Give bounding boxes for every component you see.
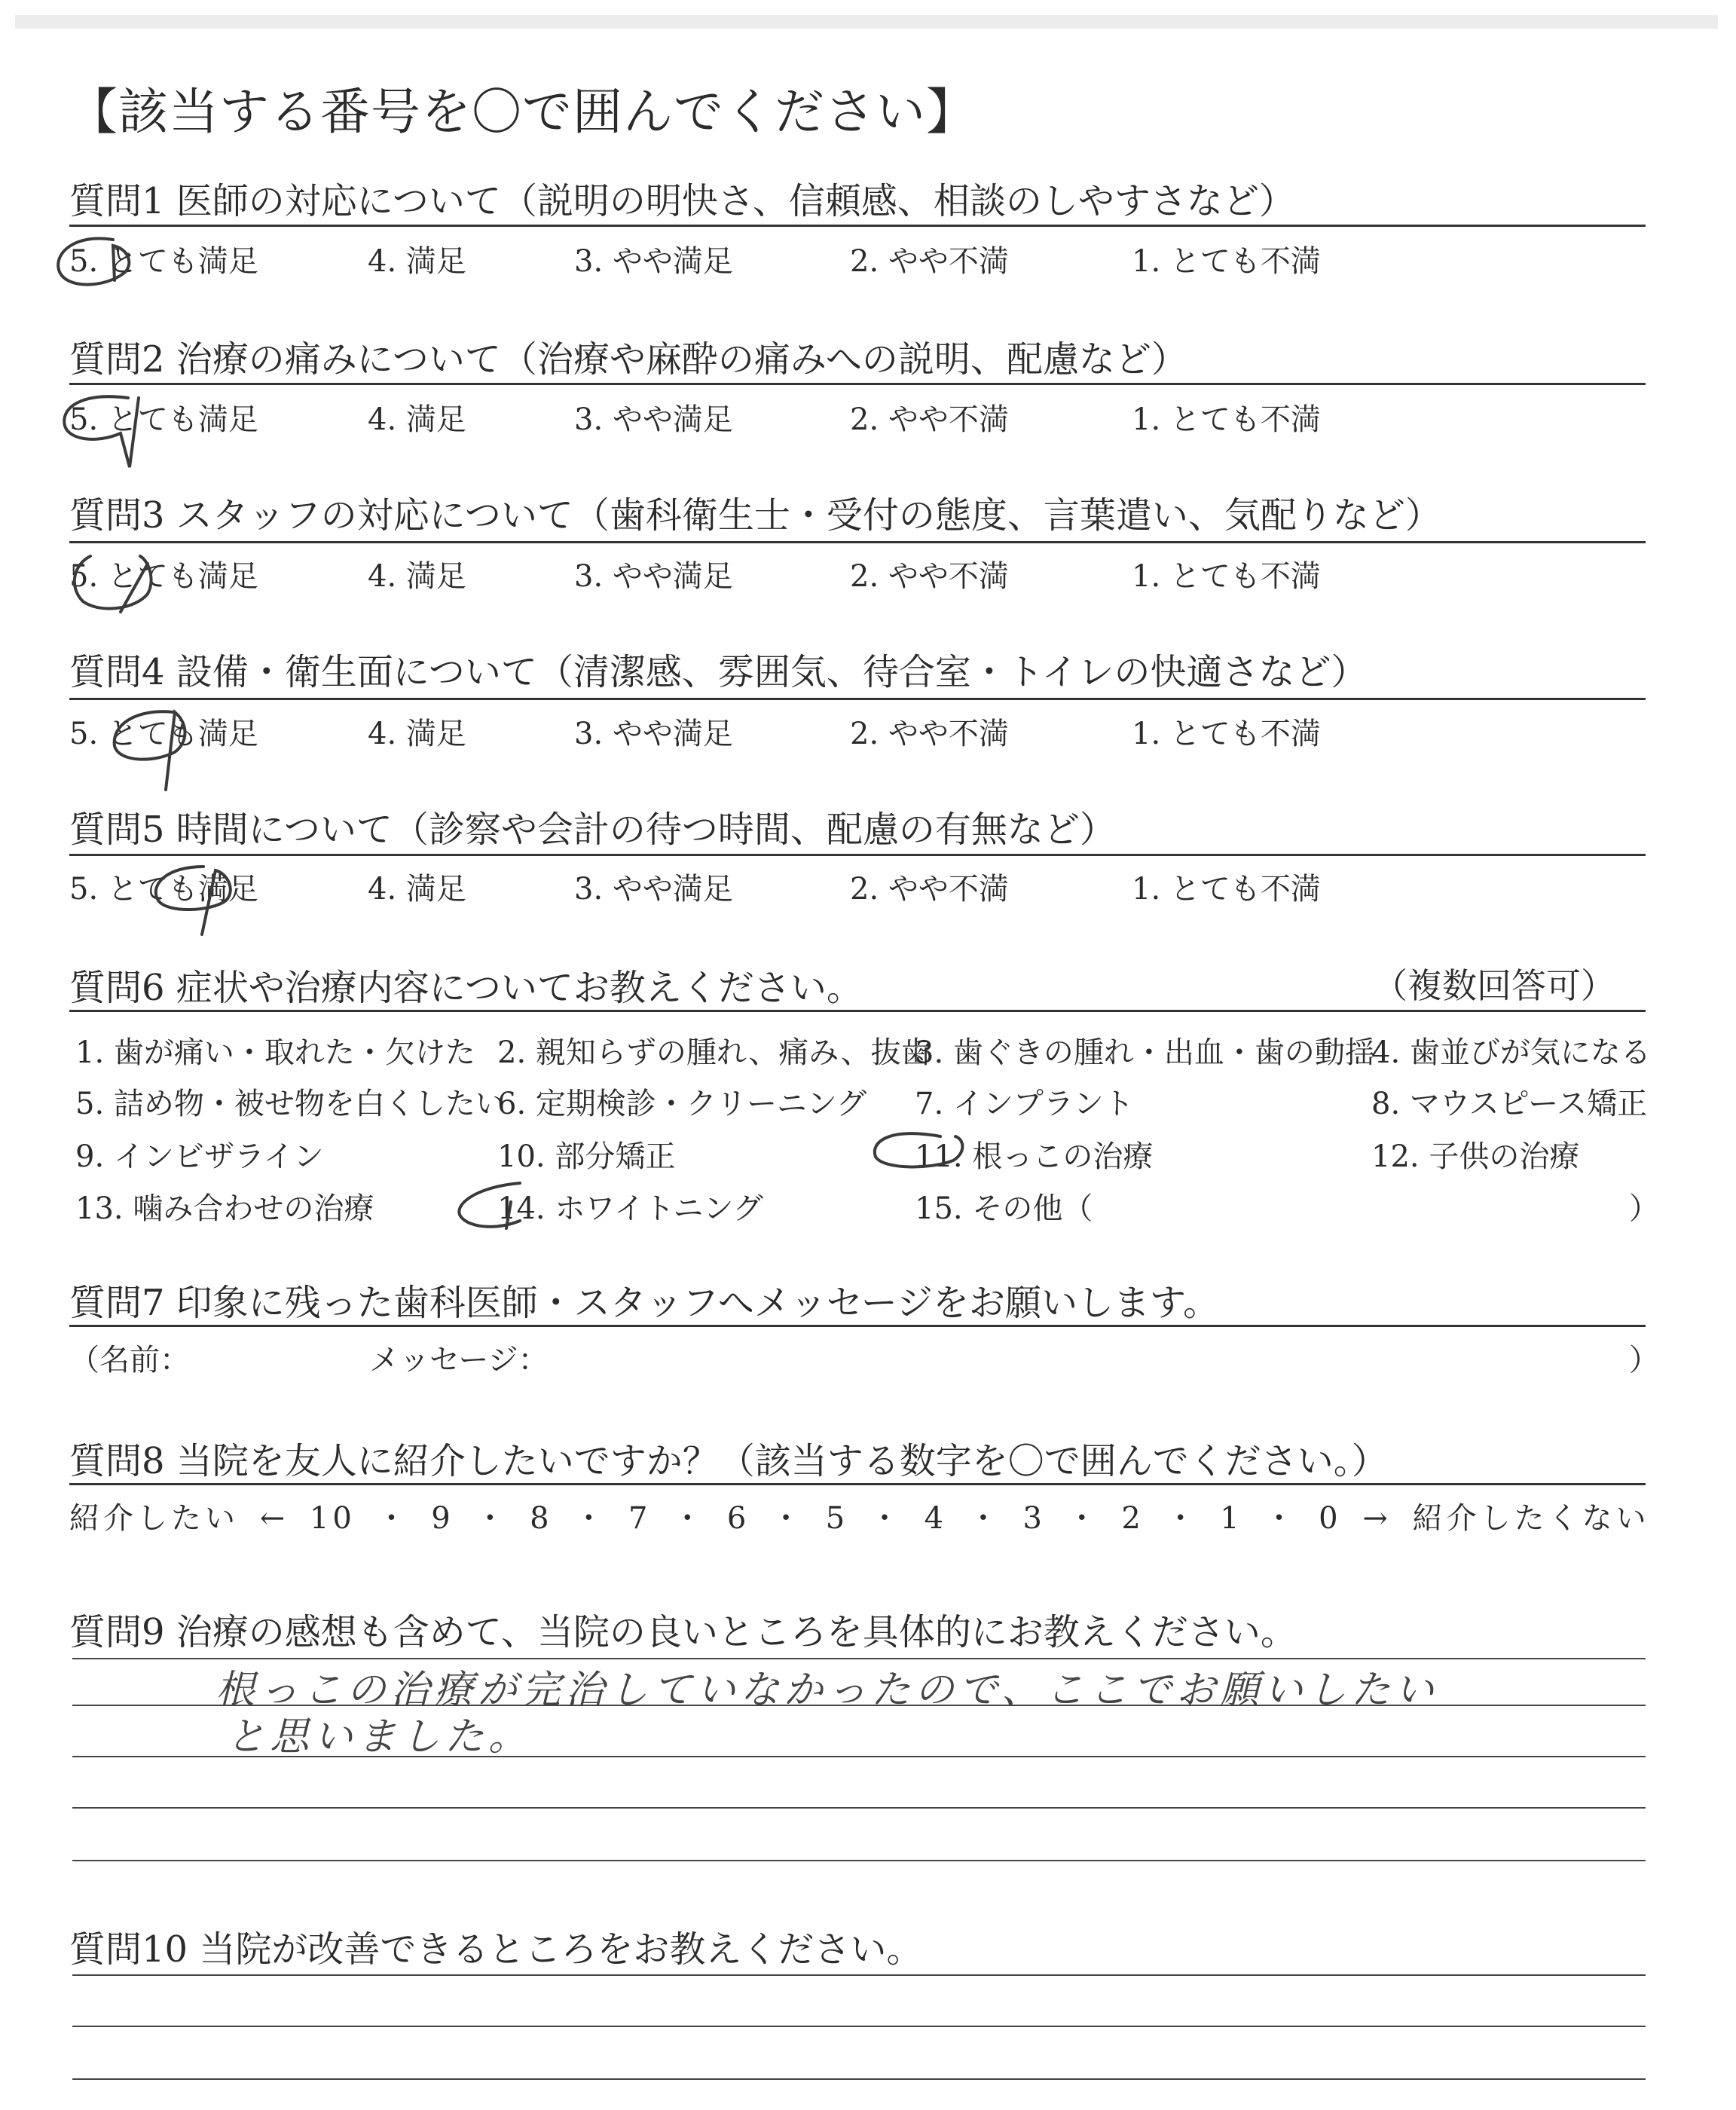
message-label: メッセージ： [369, 1343, 549, 1378]
option-somewhat-dissatisfied[interactable]: 2. やや不満 [850, 872, 1009, 907]
option-very-dissatisfied[interactable]: 1. とても不満 [1132, 402, 1321, 437]
symptom-option[interactable]: 5. 詰め物・被せ物を白くしたい [75, 1087, 506, 1121]
option-very-satisfied[interactable]: 5. とても満足 [69, 559, 258, 594]
option-somewhat-satisfied[interactable]: 3. やや満足 [574, 402, 733, 437]
symptom-option[interactable]: 8. マウスピース矯正 [1371, 1087, 1648, 1121]
option-satisfied[interactable]: 4. 満足 [368, 717, 466, 751]
message-close-paren: ） [1629, 1343, 1659, 1378]
option-very-satisfied[interactable]: 5. とても満足 [69, 872, 258, 907]
question-8-label: 質問8 当院を友人に紹介したいですか？（該当する数字を〇で囲んでください。） [69, 1440, 1388, 1482]
option-somewhat-satisfied[interactable]: 3. やや満足 [574, 872, 733, 907]
question-4-label: 質問4 設備・衛生面について（清潔感、雰囲気、待合室・トイレの快適さなど） [69, 651, 1368, 693]
symptom-option[interactable]: 2. 親知らずの腫れ、痛み、抜歯 [497, 1035, 931, 1070]
option-very-dissatisfied[interactable]: 1. とても不満 [1132, 717, 1321, 751]
question-5-label: 質問5 時間について（診察や会計の待つ時間、配慮の有無など） [69, 809, 1116, 851]
question-7-label: 質問7 印象に残った歯科医師・スタッフへメッセージをお願いします。 [69, 1282, 1220, 1324]
option-somewhat-dissatisfied[interactable]: 2. やや不満 [850, 244, 1009, 279]
question-3-label: 質問3 スタッフの対応について（歯科衛生士・受付の態度、言葉遣い、気配りなど） [69, 494, 1441, 537]
recommend-scale[interactable]: 紹介したい ← 10 ・ 9 ・ 8 ・ 7 ・ 6 ・ 5 ・ 4 ・ 3 ・ 2 ・ 1 ・ 0 → 紹介したくない [69, 1501, 1650, 1536]
symptom-option[interactable]: 7. インプラント [915, 1087, 1134, 1121]
symptom-option[interactable]: 12. 子供の治療 [1371, 1139, 1580, 1174]
symptom-option[interactable]: 13. 噛み合わせの治療 [75, 1191, 374, 1226]
symptom-option[interactable]: 11. 根っこの治療 [915, 1139, 1154, 1174]
circle-mark-q3 [75, 556, 151, 612]
multiple-answers-note: （複数回答可） [1373, 965, 1615, 1006]
circle-mark-q2 [64, 396, 139, 467]
circle-mark-option-11 [875, 1133, 963, 1167]
option-satisfied[interactable]: 4. 満足 [368, 559, 466, 594]
symptom-option[interactable]: 14. ホワイトニング [497, 1191, 763, 1226]
option-very-satisfied[interactable]: 5. とても満足 [69, 244, 258, 279]
circle-mark-q5 [156, 867, 231, 934]
symptom-option[interactable]: 9. インビザライン [75, 1139, 324, 1174]
question-2-label: 質問2 治療の痛みについて（治療や麻酔の痛みへの説明、配慮など） [69, 338, 1187, 381]
symptom-option[interactable]: 15. その他（ [915, 1191, 1093, 1226]
handwritten-answer-line-1: 根っこの治療が完治していなかったので、ここでお願いしたい [215, 1668, 1438, 1713]
option-somewhat-dissatisfied[interactable]: 2. やや不満 [850, 559, 1009, 594]
option-very-satisfied[interactable]: 5. とても満足 [69, 717, 258, 751]
symptom-option[interactable]: 6. 定期検診・クリーニング [497, 1087, 867, 1121]
option-somewhat-satisfied[interactable]: 3. やや満足 [574, 559, 733, 594]
option-satisfied[interactable]: 4. 満足 [368, 244, 466, 279]
option-somewhat-satisfied[interactable]: 3. やや満足 [574, 244, 733, 279]
symptom-option[interactable]: 1. 歯が痛い・取れた・欠けた [75, 1035, 475, 1070]
question-9-label: 質問9 治療の感想も含めて、当院の良いところを具体的にお教えください。 [69, 1611, 1297, 1653]
option-very-satisfied[interactable]: 5. とても満足 [69, 402, 258, 437]
question-1-label: 質問1 医師の対応について（説明の明快さ、信頼感、相談のしやすさなど） [69, 180, 1295, 222]
option-somewhat-dissatisfied[interactable]: 2. やや不満 [850, 402, 1009, 437]
circle-mark-option-14 [459, 1183, 520, 1228]
page-title: 【該当する番号を〇で囲んでください】 [68, 83, 976, 141]
option-very-dissatisfied[interactable]: 1. とても不満 [1132, 244, 1321, 279]
symptom-option[interactable]: 4. 歯並びが気になる [1371, 1035, 1651, 1070]
symptom-option[interactable]: 10. 部分矯正 [497, 1139, 676, 1174]
option-somewhat-satisfied[interactable]: 3. やや満足 [574, 717, 733, 751]
option-satisfied[interactable]: 4. 満足 [368, 872, 466, 907]
option-somewhat-dissatisfied[interactable]: 2. やや不満 [850, 717, 1009, 751]
question-6-label: 質問6 症状や治療内容についてお教えください。 [69, 967, 863, 1009]
other-close-paren: ） [1629, 1191, 1659, 1226]
option-very-dissatisfied[interactable]: 1. とても不満 [1132, 872, 1321, 907]
symptom-option[interactable]: 3. 歯ぐきの腫れ・出血・歯の動揺 [915, 1035, 1375, 1070]
option-very-dissatisfied[interactable]: 1. とても不満 [1132, 559, 1321, 594]
circle-mark-q4 [115, 711, 185, 790]
handwritten-answer-line-2: と思いました。 [226, 1714, 533, 1760]
circle-mark-q1 [58, 238, 129, 284]
question-10-label: 質問10 当院が改善できるところをお教えください。 [69, 1928, 923, 1971]
name-label: （名前： [69, 1343, 190, 1378]
option-satisfied[interactable]: 4. 満足 [368, 402, 466, 437]
